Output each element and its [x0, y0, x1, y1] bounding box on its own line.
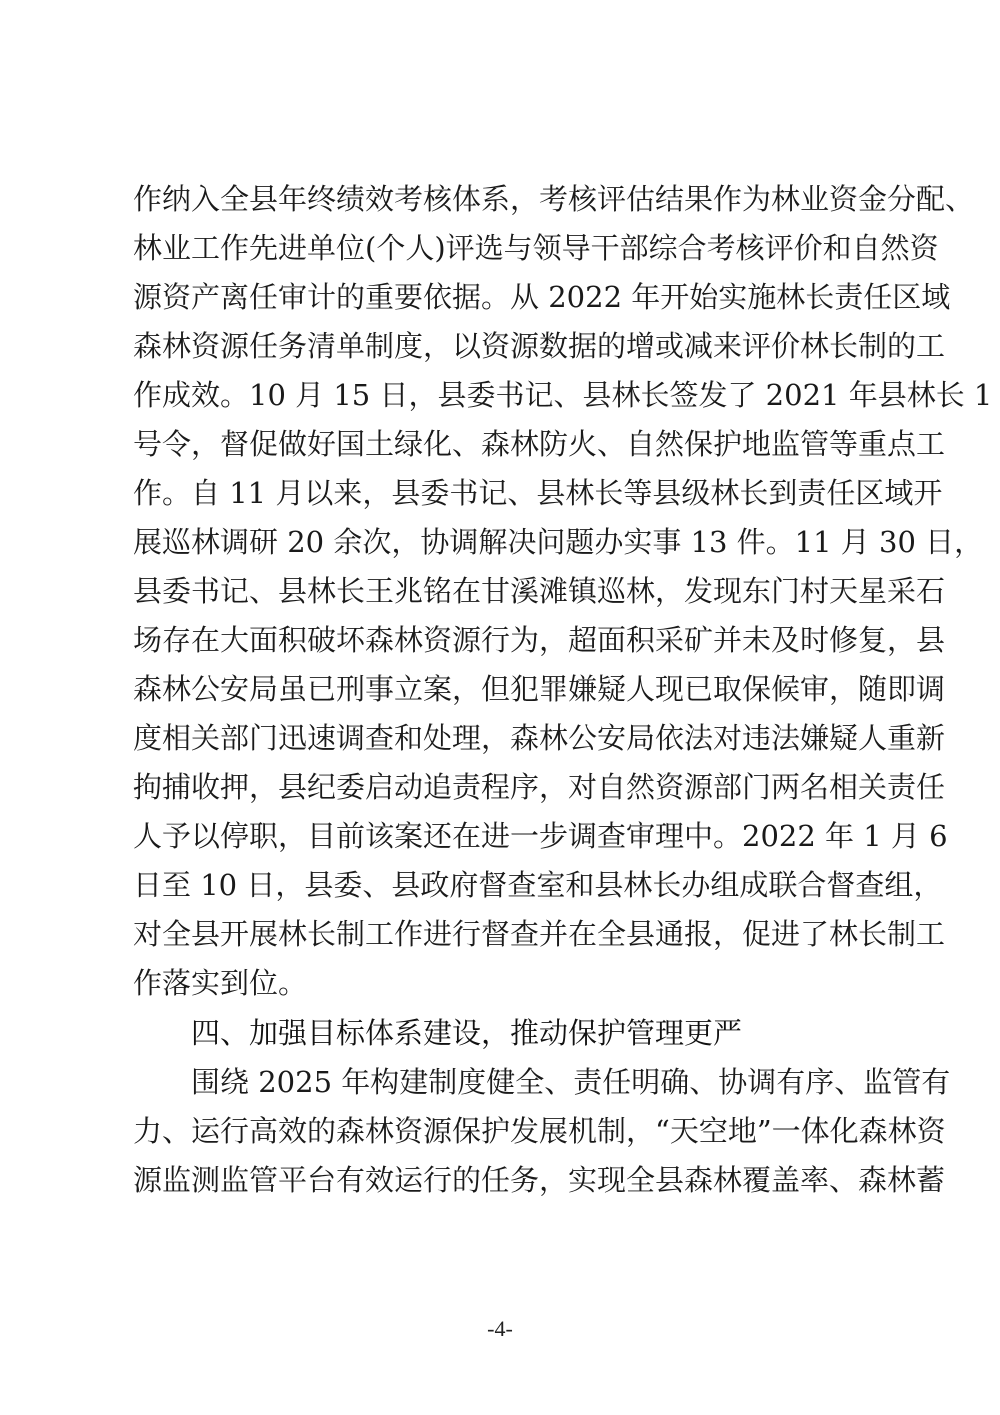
text-line: 林业工作先进单位(个人)评选与领导干部综合考核评价和自然资: [133, 231, 939, 265]
text-line: 度相关部门迅速调查和处理，森林公安局依法对违法嫌疑人重新: [133, 721, 946, 755]
text-line: 作成效。10 月 15 日，县委书记、县林长签发了 2021 年县林长 1: [133, 378, 993, 412]
text-line: 力、运行高效的森林资源保护发展机制，“天空地”一体化森林资: [133, 1114, 946, 1148]
text-line: 场存在大面积破坏森林资源行为，超面积采矿并未及时修复，县: [133, 623, 946, 657]
text-line: 森林公安局虽已刑事立案，但犯罪嫌疑人现已取保候审，随即调: [133, 672, 946, 706]
text-line: 作落实到位。: [133, 966, 308, 1000]
section-heading: 四、加强目标体系建设，推动保护管理更严: [191, 1016, 743, 1050]
text-line: 森林资源任务清单制度，以资源数据的增或减来评价林长制的工: [133, 329, 946, 363]
text-line: 源监测监管平台有效运行的任务，实现全县森林覆盖率、森林蓄: [133, 1163, 946, 1197]
text-line: 围绕 2025 年构建制度健全、责任明确、协调有序、监管有: [191, 1065, 951, 1099]
text-line: 展巡林调研 20 余次，协调解决问题办实事 13 件。11 月 30 日，: [133, 525, 984, 559]
page-number: -4-: [487, 1316, 513, 1341]
text-line: 源资产离任审计的重要依据。从 2022 年开始实施林长责任区域: [133, 280, 951, 314]
text-line: 日至 10 日，县委、县政府督查室和县林长办组成联合督查组，: [133, 868, 943, 902]
text-line: 作。自 11 月以来，县委书记、县林长等县级林长到责任区域开: [133, 476, 943, 510]
text-line: 拘捕收押，县纪委启动追责程序，对自然资源部门两名相关责任: [133, 770, 946, 804]
text-line: 县委书记、县林长王兆铭在甘溪滩镇巡林，发现东门村天星采石: [133, 574, 946, 608]
text-line: 号令，督促做好国土绿化、森林防火、自然保护地监管等重点工: [133, 427, 946, 461]
text-line: 人予以停职，目前该案还在进一步调查审理中。2022 年 1 月 6: [133, 819, 948, 853]
text-line: 作纳入全县年终绩效考核体系，考核评估结果作为林业资金分配、: [133, 182, 975, 216]
text-line: 对全县开展林长制工作进行督查并在全县通报，促进了林长制工: [133, 917, 946, 951]
